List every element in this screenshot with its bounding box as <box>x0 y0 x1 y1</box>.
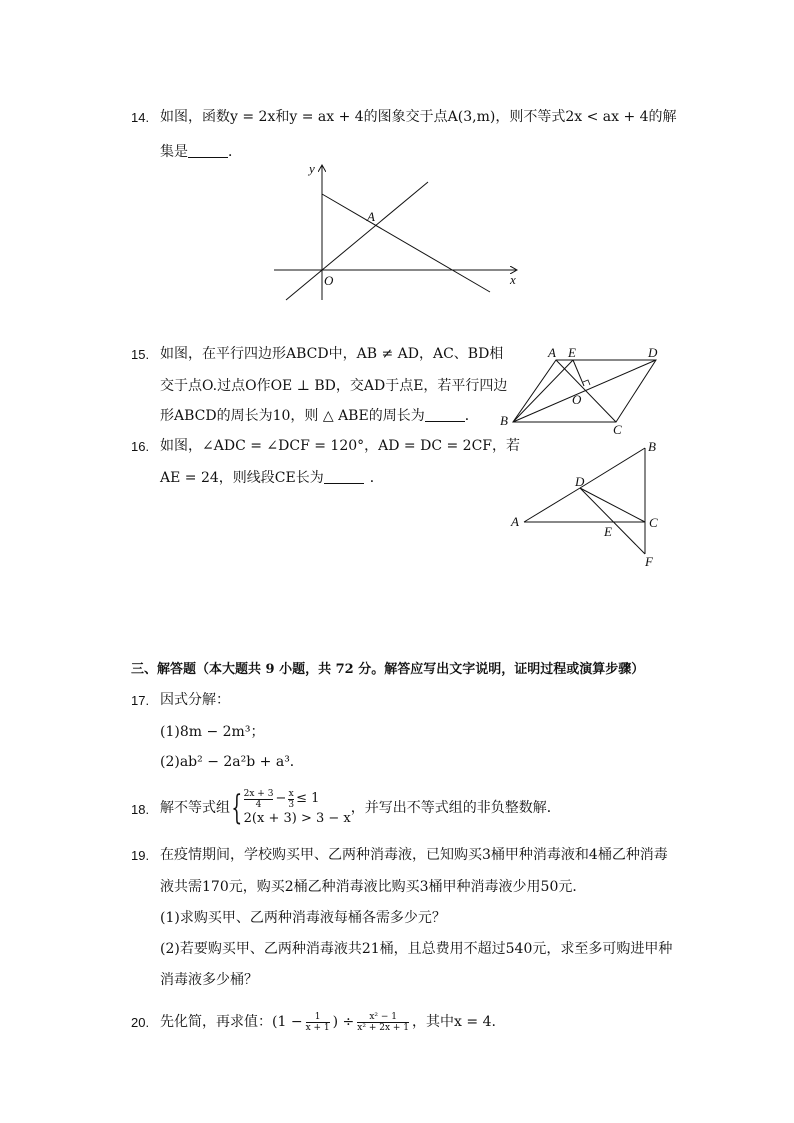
q18-frac1-num: 2x + 3 <box>243 788 274 799</box>
q20-number: 20. <box>131 1015 150 1030</box>
q16-label-b: B <box>648 439 656 454</box>
q18-frac2 <box>288 789 294 810</box>
q20-mid: ) ÷ <box>332 1014 355 1030</box>
q16-segment-ad <box>524 488 580 522</box>
q15-line2: 交于点O.过点O作OE ⊥ BD，交AD于点E，若平行四边 <box>160 378 508 394</box>
q16-label-a: A <box>511 514 519 529</box>
q15-label-d: D <box>648 345 658 360</box>
q14-line2-end: ． <box>228 144 242 160</box>
q20-frac1-den: x + 1 <box>305 1022 330 1033</box>
q18-ineq1 <box>244 789 351 810</box>
q15-number: 15. <box>131 347 150 362</box>
q15-label-e: E <box>568 345 576 360</box>
q19-part2-line2: 消毒液多少桶？ <box>160 972 258 988</box>
section3-title: 三、解答题（本大题共 9 小题，共 72 分。解答应写出文字说明，证明过程或演算步骤） <box>131 662 645 677</box>
q15-line3-text: 形ABCD的周长为10，则 △ ABE的周长为 <box>160 408 425 424</box>
q18-frac1-den: 4 <box>244 799 274 810</box>
q14-line2 <box>160 142 242 162</box>
q15-label-b: B <box>500 413 508 428</box>
q17-prompt: 因式分解： <box>160 692 230 708</box>
q16-number: 16. <box>131 439 150 454</box>
q18-minus: − <box>275 791 287 806</box>
q14-point-a-label: A <box>367 209 375 224</box>
q15-line3-end: ． <box>464 408 479 424</box>
q18-prefix: 解不等式组 <box>160 800 230 816</box>
q15-segment-oe <box>573 360 584 386</box>
q16-figure <box>508 436 678 572</box>
q15-label-o: O <box>572 392 582 407</box>
q20-frac2-num: x² − 1 <box>369 1011 398 1022</box>
q16-label-f: F <box>645 554 653 569</box>
q16-line1: 如图，∠ADC = ∠DCF = 120°，AD = DC = 2CF，若 <box>160 438 521 454</box>
q16-label-d: D <box>575 474 585 489</box>
q16-label-c: C <box>649 515 658 530</box>
q14-line-y-ax-4 <box>322 194 490 292</box>
q16-segment-dc <box>580 488 645 522</box>
q15-diagonal-ac <box>556 360 616 422</box>
q17-part1: (1)8m − 2m³； <box>160 724 265 740</box>
q20-frac1 <box>306 1012 330 1033</box>
q20-frac2-den: x² + 2x + 1 <box>357 1022 410 1033</box>
q20-suffix: ，其中x = 4. <box>412 1014 496 1030</box>
q18-number: 18. <box>131 802 150 817</box>
q20-prefix: 先化简，再求值：(1 − <box>160 1014 303 1030</box>
q18-statement <box>160 786 561 830</box>
q18-frac1 <box>244 789 274 810</box>
q16-segment-db <box>580 448 645 488</box>
q16-answer-blank[interactable] <box>324 469 364 484</box>
q20-frac1-num: 1 <box>314 1011 321 1022</box>
q18-frac2-num: x <box>288 788 294 799</box>
q19-part1: (1)求购买甲、乙两种消毒液每桶各需多少元？ <box>160 910 446 926</box>
q20-frac2 <box>357 1012 409 1033</box>
q14-y-label: y <box>309 161 315 176</box>
q18-ineq2: 2(x + 3) > 3 − x <box>243 810 351 826</box>
q14-line2-text: 集是 <box>160 144 188 160</box>
q15-right-angle-mark <box>583 380 590 385</box>
q14-answer-blank[interactable] <box>188 143 228 158</box>
q16-line2-text: AE = 24，则线段CE长为 <box>160 470 324 486</box>
q15-segment-be <box>513 360 573 422</box>
q16-line2 <box>160 468 384 488</box>
q18-system <box>244 789 351 828</box>
q14-origin-label: O <box>324 273 334 288</box>
q16-line2-end: ． <box>369 470 384 486</box>
q17-part2: (2)ab² − 2a²b + a³． <box>160 754 304 770</box>
q18-suffix: ，并写出不等式组的非负整数解． <box>350 800 561 816</box>
q18-frac2-den: 3 <box>288 799 295 810</box>
q15-line3 <box>160 406 479 426</box>
q15-answer-blank[interactable] <box>425 407 465 422</box>
q17-number: 17. <box>131 693 150 708</box>
q18-brace: { <box>231 788 243 828</box>
q14-line-y-2x <box>286 182 428 300</box>
q19-number: 19. <box>131 848 150 863</box>
q19-line2: 液共需170元，购买2桶乙种消毒液比购买3桶甲种消毒液少用50元． <box>160 879 587 895</box>
q19-part2-line1: (2)若要购买甲、乙两种消毒液共21桶，且总费用不超过540元，求至多可购进甲种 <box>160 941 673 957</box>
q16-label-e: E <box>604 524 612 539</box>
q16-segment-df <box>580 488 645 554</box>
q15-label-c: C <box>613 422 622 436</box>
q14-line1: 如图，函数y = 2x和y = ax + 4的图象交于点A(3,m)，则不等式2x < ax + 4的解 <box>160 109 677 125</box>
q14-x-label: x <box>510 272 516 287</box>
q14-number: 14. <box>131 110 150 125</box>
q18-ineq1-rest: ≤ 1 <box>296 791 320 806</box>
q15-figure <box>496 340 672 436</box>
q20-statement <box>160 1002 496 1042</box>
q15-label-a: A <box>548 345 556 360</box>
q15-line1: 如图，在平行四边形ABCD中，AB ≠ AD，AC、BD相 <box>160 346 504 362</box>
q19-line1: 在疫情期间，学校购买甲、乙两种消毒液，已知购买3桶甲种消毒液和4桶乙种消毒 <box>160 847 668 863</box>
q14-graph <box>266 158 526 304</box>
